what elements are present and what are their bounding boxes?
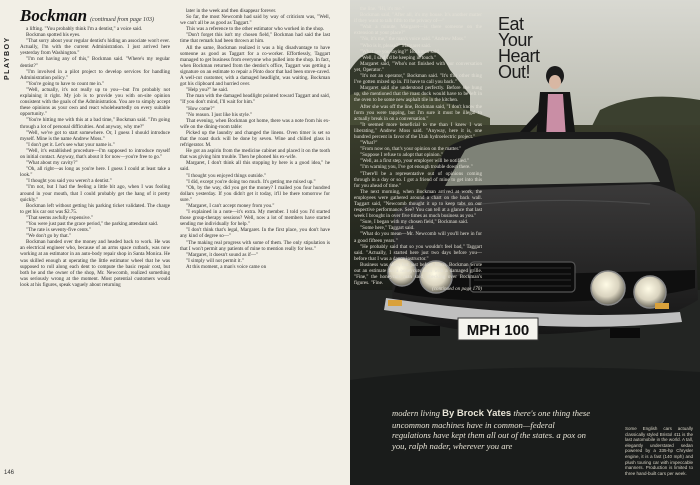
paragraph: "There'll be a representative out of opinions coming through in a day or so. I got a friend of mine to get into this for you ahead of time.": [354, 170, 482, 189]
paragraph: "I explained in a note—it's extra. My member. I told you I'd started those group-therapy sessions? Well, now a lot of members have started sending me individually for help.": [180, 209, 330, 228]
paragraph: "Oh, all right—as long as you're here. I guess I could at least take a look.": [20, 166, 170, 179]
paragraph: "We don't go by that.": [26, 233, 71, 240]
paragraph: "What about my cavity?": [26, 160, 78, 167]
paragraph: later in the week and then disappear forever.: [186, 8, 277, 14]
paragraph: Picked up the laundry and changed the linens. Oven timer is set so that the roast duck will be done by seven. Wine and chilled glass in refrigerator. M.: [180, 129, 330, 149]
paragraph: Bockman said, "After all, it's my house. It's another matter if they want to talk fifth to the privacy of—": [354, 12, 482, 25]
paragraph: Margaret, I don't think all this stopping by here is a good idea," he said.: [180, 160, 330, 173]
paragraph: "Help you?" he said.: [186, 87, 229, 94]
paragraph: "How come?": [186, 105, 215, 112]
paragraph: Bockman spotted his eyes.: [26, 32, 81, 39]
turn-signal-right: [655, 303, 669, 309]
headline: [498, 16, 578, 80]
paragraph: "No, it's me," the man's voice said. "Andrew Moss.": [360, 36, 467, 43]
paragraph: "You're going to have to count me in.": [26, 80, 105, 87]
paragraph: "He probably said that so you wouldn't feel bad," Taggart said. "Actually, I started here just two days before you—before that I was a dance instructor.": [354, 243, 482, 262]
headline-line-2: Your: [498, 30, 533, 50]
continued-on-note: (continued on page 170): [432, 286, 482, 293]
paragraph: "The rate is seventy-five cents.": [26, 227, 92, 234]
paragraph: The next morning, when Bockman arrived at work, the employees were gathered around a chart on the back wall. Taggart said, "Newcomb thought it up to keep tabs on our respective performance. See? You can tell at a glance that last week I brought in over five times as much business as you.": [354, 188, 482, 220]
paragraph: "I'm not, but I had the feeling a little bit ago, when I was fooling around in your mouth, that I could probably get the hang of it pretty quickly.": [20, 184, 170, 203]
headline-line-1: Eat: [498, 14, 524, 34]
right-inner-headlight: [591, 271, 625, 305]
paragraph: He got an aspirin from the medicine cabinet and placed it on the tooth that was giving him trouble. Then he phoned his ex-wife.: [180, 148, 330, 161]
paragraph: "Well, actually, it's not really up to you—but I'm probably not explaining it right. My job is to provide you with on-site opinion consistent with the goals of the Administration. You are to simply accept these opinions as your own and react wholeheartedly on every suitable opportunity.": [20, 86, 170, 118]
page-number: 146: [4, 470, 15, 476]
paragraph: So far, the most Newcomb had said by way of criticism was, "Well, we can't all be as good as Taggart.": [180, 14, 330, 27]
article-deck: [392, 408, 592, 451]
byline: By Brock Yates: [442, 408, 512, 419]
paragraph: "Well, we've got to start somewhere. Or, I guess I should introduce myself. Mine is the name Andrew Moss.": [20, 129, 170, 142]
paragraph: Bockman left without getting his parking ticket validated. The charge to get his car out was $2.75.: [20, 202, 170, 215]
paragraph: "I'm not having any of this," Bockman said. "Where's my regular dentist?": [20, 56, 170, 69]
paragraph: "Oh, by the way, did you get the money? I mailed you four hundred dollars yesterday. If you didn't get it today, it'll be there tomorrow for sure.": [180, 184, 330, 203]
paragraph: After she was off the line, Bockman said, "I don't know the form you were tapping, but I'm sure it must be illegal to actually break in on a conversation.": [354, 103, 482, 122]
headline-line-4: Out!: [498, 62, 531, 82]
paragraph: "From now on, that's your opinion on the matter.": [360, 146, 462, 153]
paragraph: "Well, as a first step, your employer will be notified.": [360, 158, 469, 165]
paragraph: "It's not an operator," Bockman said. "It's this other thing I've gotten mixed up in. I'll have to call you back.": [354, 73, 482, 86]
paragraph: Margaret said she understood perfectly. Before she hung up, she mentioned that the roast duck would have to be left in the oven to be some new asphalt tile in the kitchen.: [354, 85, 482, 104]
grille: [470, 262, 575, 292]
paragraph: "Sure, I began with my chosen field," Bockman said.: [360, 219, 469, 226]
paragraph: Business was slow, but just before lunch, Bockman wrote out an estimate for a honeycuts door with a damaged grille. "Fine," the honeycuts man said, checking over Bockman's figures. "Fine.: [354, 261, 482, 287]
license-plate-text: MPH 100: [466, 322, 530, 339]
paragraph: "No reason. I just like his style.": [186, 111, 253, 118]
running-head-text: PLAYBOY: [4, 36, 11, 80]
paragraph: "Margaret, I can't accept money from you.": [186, 203, 275, 209]
paragraph: the line. "Hi, it's me.": [360, 6, 404, 12]
paragraph: "I thought you said you weren't a dentist.": [26, 178, 112, 185]
paragraph: "I simply will not permit it.": [186, 257, 244, 264]
article-title: Bockman: [20, 6, 88, 25]
paragraph: That evening, when Bockman got home, there was a note from his ex-wife on the dining-room table:: [180, 117, 330, 130]
paragraph: "Who is it, please?" Margaret said.: [360, 42, 431, 49]
paragraph: "It seemed more beneficial to me than I knew I was liberating," Andrew Moss said. "Anyway, here it is, one hundred percent in favor of the Utah hydroelectric project.": [354, 121, 482, 140]
paragraph: "I'm warning you, I've got enough trouble down there.": [360, 164, 473, 171]
right-page: [350, 0, 700, 485]
text-column-1: [20, 26, 170, 471]
paragraph: Bockman handed over the money and headed back to work. He was an electrical engineer who, because of an arms space cutback, was now working at an estimator in an auto-body repair shop in Santa Monica. He was skilled enough at operating the little estimator wheel that he was supposed to roll along each dent to compute the basic repair cost, but both he and the owner of the shop, Mr. Newcomb, realized something was seriously wrong at the moment. Most potential customers would look at his figures, speak vaguely about returning: [20, 239, 170, 288]
paragraph: "I thought you enjoyed things outside.": [186, 172, 266, 179]
continued-from-note: (continued from page 103): [90, 17, 154, 23]
paragraph: "I don't think that's legal, Margaret. In the first place, you don't have any kind of degree so—": [180, 227, 330, 240]
paragraph: "That seems awfully expensive.": [26, 214, 93, 221]
deck-text: there's one thing these uncommon machines have in common—federal regulations have kept them all out of the states. a pox on you, ralph nader, wherever you are: [392, 408, 591, 451]
paragraph: "Margaret, it doesn't sound as if—": [186, 251, 259, 258]
paragraph: "What do you mean—Mr. Newcomb will you'll here in for a good fifteen years.": [354, 231, 482, 244]
paragraph: "What?": [360, 140, 378, 147]
paragraph: "I did, except you're doing too much. It's getting me mixed up.": [186, 178, 316, 185]
paragraph: "Well, it's established procedure—I'm supposed to introduce myself on initial contact. Anyway, that's about it for now—you're free to go.": [20, 147, 170, 160]
photo-caption: Some English cars actually classically styled Bristol 411 is the last automobile in the world. A tall, elegantly understated sedan powered by a 335-hp Chrysler engine, it is a fast (140 mph) and plush touring car with impeccable manners. Production is limited to three hand-built cars per week.: [625, 426, 693, 476]
text-column-2: [180, 8, 330, 470]
paragraph: "Suppose I refuse to adopt that opinion.": [360, 152, 443, 159]
running-head: [3, 24, 15, 84]
paragraph: "Some here," Taggart said.: [360, 225, 415, 232]
paragraph: "I'm involved in a pilot project to develop services for handling Administration policy.": [20, 68, 170, 81]
text-column-3: [354, 6, 482, 406]
paragraph: "I don't get it. Let's see what your name is.": [26, 141, 115, 148]
paragraph: "You were just past the grace period," the parking attendant said.: [26, 221, 159, 227]
paragraph: "Wait a minute, Margaret—is there someone on the extension at your place?": [354, 24, 482, 37]
deck-intro: modern living: [392, 408, 440, 418]
paragraph: "Well, I said I'd be keeping in touch.": [360, 54, 437, 61]
paragraph: All the same, Bockman realized it was a big disadvantage to have someone as good as Taggart for a co-worker. Effortlessly, Taggart managed to get business from everyone who pulled into the shop. In fact, when Bockman returned from the dentist's office, Taggart was getting a signature on an estimate to repair a Pinto door that had been stove-caved. A well-cut customer, with a damaged headlight, was waiting. Bockman got his clipboard and hurried over.: [180, 44, 330, 88]
paragraph: a lifting. "You probably think I'm a dentist," a voice said.: [26, 26, 143, 32]
paragraph: "The making real progress with some of them. The only stipulation is that I won't permit any patients of mine to mention really for less.": [180, 239, 330, 252]
paragraph: At this moment, a man's voice came on: [186, 263, 267, 270]
paragraph: Margaret said, "Who's not finished with our conversation yet, Operator.": [354, 60, 482, 73]
paragraph: "You're hitting me with this at a bad time," Bockman said. "I'm going through a lot of personal difficulties. And anyway, why me?": [20, 117, 170, 130]
paragraph: This was a reference to the other estimator who worked in the shop.: [186, 26, 325, 33]
paragraph: The man with the damaged headlight pointed toward Taggart and said, "If you don't mind, I'll wait for him.": [180, 93, 330, 106]
headline-line-3: Heart: [498, 46, 540, 66]
paragraph: "Don't forget this isn't my chosen field," Bockman had said the last time that remark had been thrown at him.: [180, 32, 330, 45]
paragraph: "What are you saying?" Bockman said.: [360, 48, 440, 55]
paragraph: "That sorry about your regular dentist's hiding an associate won't ever. Actually, I'm with the current Administration. I just arrived here yesterday from Washington.": [20, 38, 170, 57]
